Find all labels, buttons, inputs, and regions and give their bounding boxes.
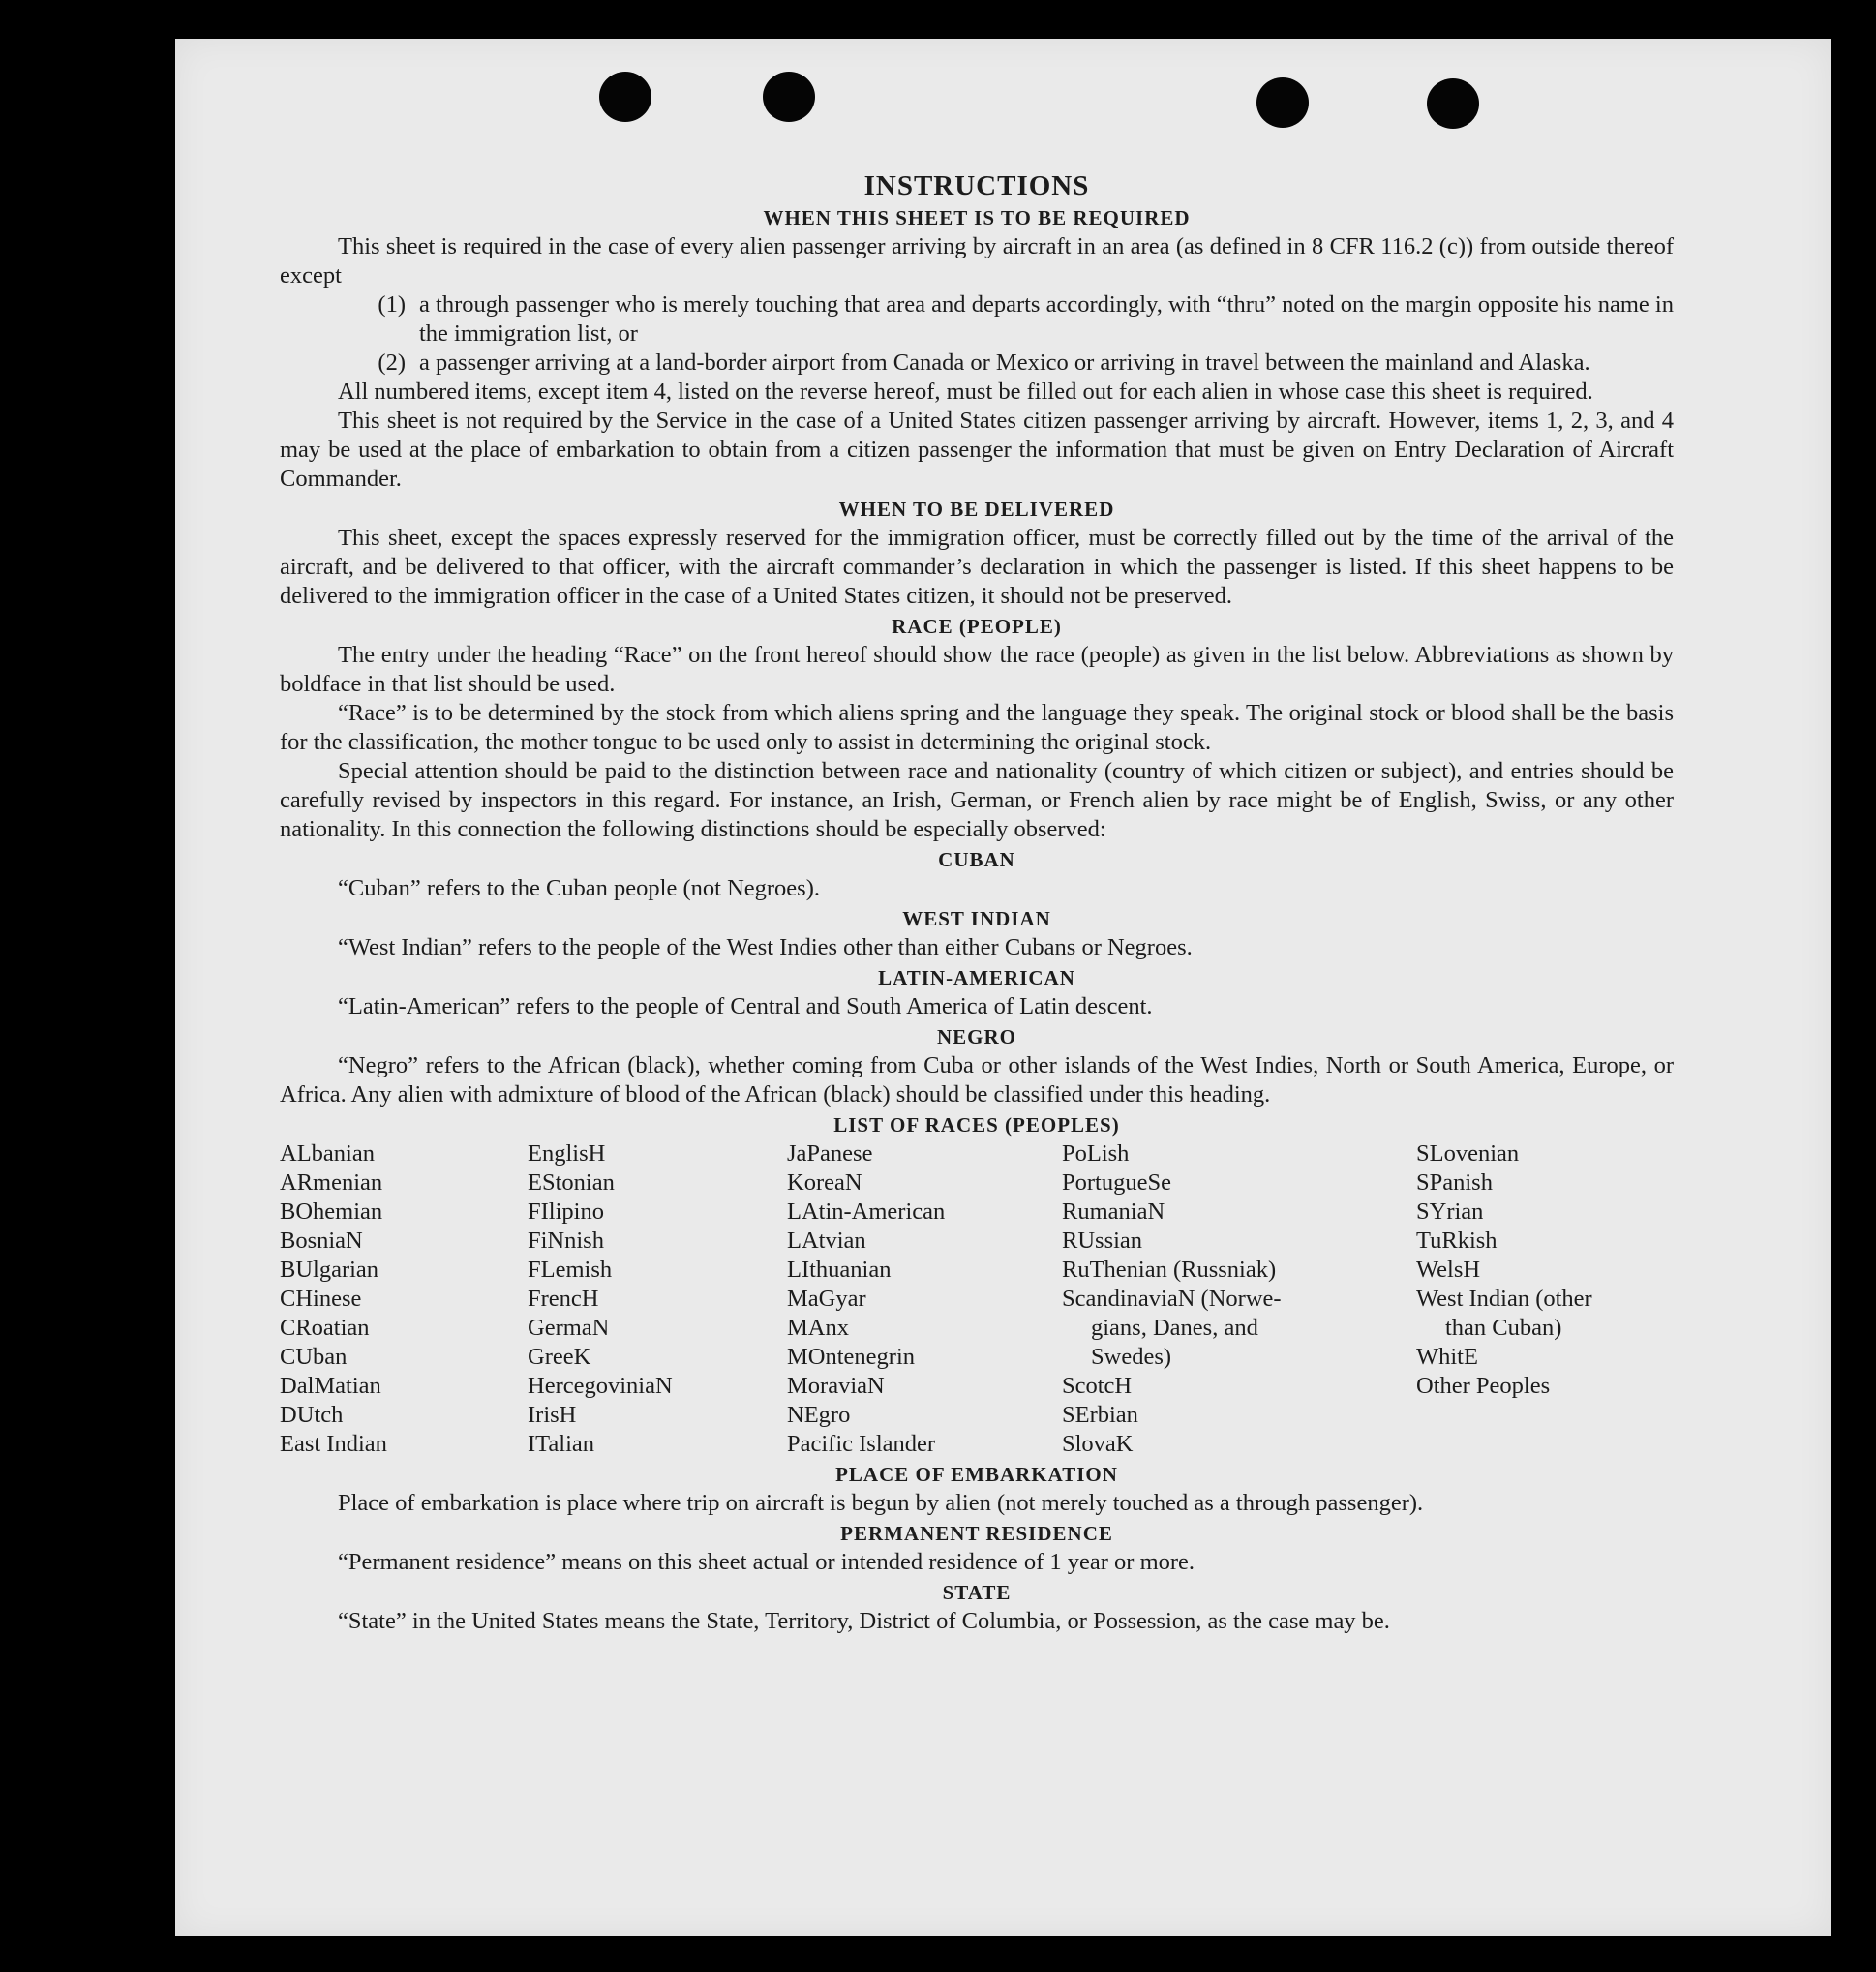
exception-item (280, 290, 1674, 349)
race-entry: MAnx (787, 1315, 849, 1341)
race-entry: KoreaN (787, 1169, 862, 1196)
race-list (280, 1139, 1674, 1459)
race-entry: East Indian (280, 1431, 387, 1457)
race-entry: FLemish (528, 1257, 613, 1283)
race-column (1416, 1139, 1674, 1459)
page-title: INSTRUCTIONS (863, 170, 1090, 201)
race-entry: FIlipino (528, 1198, 604, 1225)
heading-latin-american: LATIN-AMERICAN (878, 966, 1075, 989)
heading-permanent-residence: PERMANENT RESIDENCE (840, 1522, 1113, 1545)
race-entry: PortugueSe (1062, 1169, 1171, 1196)
race-entry: SlovaK (1062, 1431, 1134, 1457)
race-entry: LAtvian (787, 1228, 866, 1254)
exception-number: (2) (378, 349, 406, 376)
race-entry: MOntenegrin (787, 1344, 915, 1370)
heading-when-delivered: WHEN TO BE DELIVERED (838, 498, 1115, 521)
heading-negro: NEGRO (936, 1025, 1016, 1048)
race-entry: JaPanese (787, 1140, 873, 1167)
heading-race: RACE (PEOPLE) (892, 615, 1062, 638)
race-entry: SLovenian (1416, 1140, 1520, 1167)
heading-when-required: WHEN THIS SHEET IS TO BE REQUIRED (763, 206, 1191, 229)
heading-west-indian: WEST INDIAN (902, 907, 1051, 930)
race-entry: CRoatian (280, 1315, 370, 1341)
race-entry: FrencH (528, 1286, 599, 1312)
race-entry: ARmenian (280, 1169, 383, 1196)
race-entry: FiNnish (528, 1228, 604, 1254)
race-entry: LIthuanian (787, 1257, 892, 1283)
race-column (1062, 1139, 1416, 1459)
race-entry: Other Peoples (1416, 1373, 1551, 1399)
exception-number: (1) (378, 291, 406, 318)
race-entry: PoLish (1062, 1140, 1130, 1167)
numbered-items-paragraph: All numbered items, except item 4, listed on the reverse hereof, must be filled out for each alien in whose case this sheet is required. (338, 379, 1593, 405)
instructions-body (280, 132, 1674, 1636)
when-required-intro: This sheet is required in the case of every alien passenger arriving by aircraft in an area (as defined in 8 CFR 116.2 (c)) from outside thereof except (280, 233, 1674, 288)
race-entry: GermaN (528, 1315, 610, 1341)
race-entry: RumaniaN (1062, 1198, 1165, 1225)
when-delivered-text: This sheet, except the spaces expressly reserved for the immigration officer, must be correctly filled out by the time of the arrival of the aircraft, and be delivered to that officer, with the aircraft commander’s declaration in which the passenger is listed. If this sheet happens to be delivered to the immigration officer in the case of a United States citizen, it should not be preserved. (280, 525, 1674, 609)
west-indian-text: “West Indian” refers to the people of the West Indies other than either Cubans or Negroes. (338, 934, 1193, 960)
race-entry: SPanish (1416, 1169, 1493, 1196)
race-entry: DalMatian (280, 1373, 381, 1399)
race-entry: SErbian (1062, 1402, 1138, 1428)
race-entry: TuRkish (1416, 1228, 1498, 1254)
race-entry: RUssian (1062, 1228, 1143, 1254)
race-entry: MoraviaN (787, 1373, 885, 1399)
latin-american-text: “Latin-American” refers to the people of Central and South America of Latin descent. (338, 993, 1153, 1019)
race-paragraph-2: “Race” is to be determined by the stock from which aliens spring and the language they speak. The original stock or blood shall be the basis for the classification, the mother tongue to be used only to assist in determining the original stock. (280, 700, 1674, 755)
race-entry: ScandinaviaN (Norwe- (1062, 1286, 1282, 1312)
race-entry: EnglisH (528, 1140, 606, 1167)
race-entry: CUban (280, 1344, 348, 1370)
exception-item (280, 349, 1674, 378)
race-entry: BosniaN (280, 1228, 363, 1254)
document-page (175, 39, 1831, 1936)
race-entry: DUtch (280, 1402, 344, 1428)
race-entry: BUlgarian (280, 1257, 379, 1283)
state-text: “State” in the United States means the State, Territory, District of Columbia, or Possession, as the case may be. (338, 1608, 1390, 1634)
heading-cuban: CUBAN (938, 848, 1015, 871)
race-entry: RuThenian (Russniak) (1062, 1257, 1277, 1283)
race-entry: LAtin-American (787, 1198, 946, 1225)
punch-hole (1256, 77, 1309, 128)
race-entry: EStonian (528, 1169, 615, 1196)
race-entry: GreeK (528, 1344, 591, 1370)
race-entry: NEgro (787, 1402, 851, 1428)
heading-state: STATE (942, 1581, 1012, 1604)
race-column (528, 1139, 787, 1459)
heading-embarkation: PLACE OF EMBARKATION (835, 1463, 1118, 1486)
exception-text: a passenger arriving at a land-border airport from Canada or Mexico or arriving in travel between the mainland and Alaska. (419, 349, 1590, 376)
race-entry: ScotcH (1062, 1373, 1133, 1399)
race-entry: ALbanian (280, 1140, 375, 1167)
heading-list-of-races: LIST OF RACES (PEOPLES) (833, 1113, 1120, 1137)
exception-text: a through passenger who is merely touching that area and departs accordingly, with “thru” noted on the margin opposite his name in the immigration list, or (419, 291, 1674, 347)
race-paragraph-3: Special attention should be paid to the distinction between race and nationality (country of which citizen or subject), and entries should be carefully revised by inspectors in this regard. For instance, an Irish, German, or French alien by race might be of English, Swiss, or any other nationality. In this connection the following distinctions should be especially observed: (280, 758, 1674, 842)
race-entry: West Indian (other (1416, 1286, 1592, 1312)
citizen-paragraph: This sheet is not required by the Service in the case of a United States citizen passenger arriving by aircraft. However, items 1, 2, 3, and 4 may be used at the place of embarkation to obtain from a citizen passenger the information that must be given on Entry Declaration of Aircraft Commander. (280, 408, 1674, 492)
race-entry: HercegoviniaN (528, 1373, 673, 1399)
race-entry: Pacific Islander (787, 1431, 936, 1457)
race-entry: CHinese (280, 1286, 362, 1312)
race-entry: BOhemian (280, 1198, 383, 1225)
negro-text: “Negro” refers to the African (black), whether coming from Cuba or other islands of the West Indies, North or South America, Europe, or Africa. Any alien with admixture of blood of the African (black) should be classified under this heading. (280, 1052, 1674, 1107)
race-entry: WhitE (1416, 1344, 1478, 1370)
race-entry: than Cuban) (1445, 1315, 1562, 1341)
punch-hole (599, 72, 651, 122)
race-entry: SYrian (1416, 1198, 1484, 1225)
embarkation-text: Place of embarkation is place where trip on aircraft is begun by alien (not merely touched as a through passenger). (338, 1490, 1424, 1516)
race-entry: MaGyar (787, 1286, 866, 1312)
race-entry: ITalian (528, 1431, 595, 1457)
race-entry: Swedes) (1091, 1344, 1172, 1370)
race-entry: WelsH (1416, 1257, 1481, 1283)
punch-hole (1427, 78, 1479, 129)
permanent-residence-text: “Permanent residence” means on this sheet actual or intended residence of 1 year or more. (338, 1549, 1195, 1575)
race-entry: gians, Danes, and (1091, 1315, 1258, 1341)
race-entry: IrisH (528, 1402, 577, 1428)
race-column (787, 1139, 1062, 1459)
race-column (280, 1139, 528, 1459)
cuban-text: “Cuban” refers to the Cuban people (not Negroes). (338, 875, 820, 901)
punch-hole (763, 72, 815, 122)
race-paragraph-1: The entry under the heading “Race” on the front hereof should show the race (people) as given in the list below. Abbreviations as shown by boldface in that list should be used. (280, 642, 1674, 697)
